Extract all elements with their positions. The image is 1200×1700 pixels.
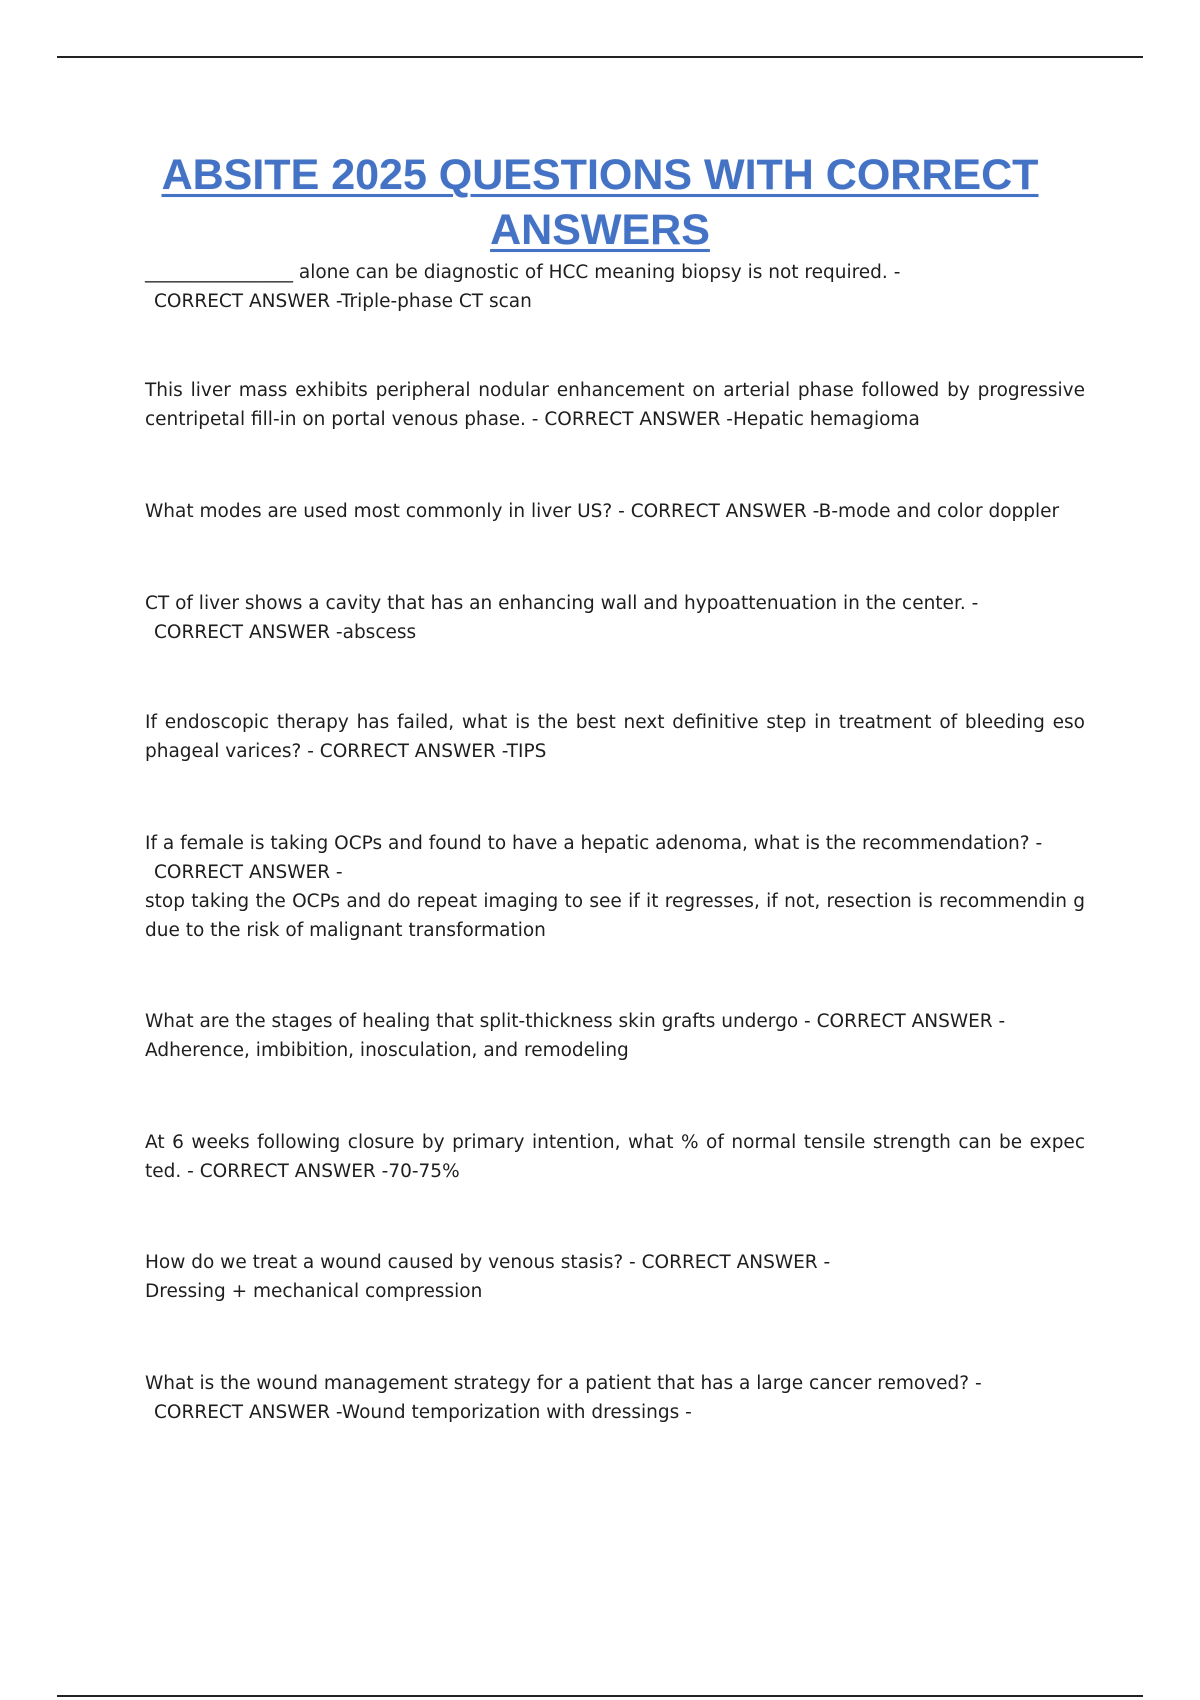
- answer-detail: Adherence, imbibition, inosculation, and remodeling: [145, 1040, 629, 1061]
- answer-text: CORRECT ANSWER -: [641, 1252, 831, 1273]
- answer-text: CORRECT ANSWER -Triple-phase CT scan: [154, 291, 532, 312]
- question-text: If endoscopic therapy has failed, what is the best next definitive step in treatment of bleeding eso phageal varices? -: [145, 712, 1085, 762]
- qa-item-3: [145, 497, 1085, 526]
- question-text: How do we treat a wound caused by venous stasis? -: [145, 1252, 636, 1273]
- answer-text: CORRECT ANSWER -abscess: [154, 622, 417, 643]
- answer-detail: stop taking the OCPs and do repeat imaging to see if it regresses, if not, resection is recommendin g due to the risk of malignant transformation: [145, 891, 1085, 941]
- answer-text: CORRECT ANSWER -TIPS: [319, 741, 547, 762]
- question-text: This liver mass exhibits peripheral nodular enhancement on arterial phase followed by progressive centripetal fill-in on portal venous phase. -: [145, 380, 1085, 430]
- answer-text: CORRECT ANSWER -: [816, 1011, 1006, 1032]
- question-text: ________________ alone can be diagnostic of HCC meaning biopsy is not required. -: [145, 262, 901, 283]
- answer-text: CORRECT ANSWER -Wound temporization with dressings -: [154, 1402, 692, 1423]
- qa-item-8: [145, 1128, 1085, 1186]
- question-text: CT of liver shows a cavity that has an enhancing wall and hypoattenuation in the center. -: [145, 593, 979, 614]
- answer-text: CORRECT ANSWER -Hepatic hemagioma: [544, 409, 920, 430]
- qa-item-6: [145, 829, 1085, 945]
- document-title: ABSITE 2025 QUESTIONS WITH CORRECT ANSWERS: [161, 151, 1039, 254]
- answer-text: CORRECT ANSWER -: [154, 862, 343, 883]
- qa-item-1: [145, 258, 1085, 316]
- qa-item-2: [145, 376, 1085, 434]
- bottom-rule: [57, 1695, 1143, 1697]
- question-text: What modes are used most commonly in liver US? -: [145, 501, 625, 522]
- qa-item-4: [145, 589, 1085, 647]
- question-text: What are the stages of healing that split-thickness skin grafts undergo -: [145, 1011, 811, 1032]
- qa-list: [145, 0, 1085, 1700]
- qa-item-5: [145, 708, 1085, 766]
- answer-text: CORRECT ANSWER -B-mode and color doppler: [630, 501, 1060, 522]
- qa-item-10: [145, 1369, 1085, 1427]
- answer-text: CORRECT ANSWER -70-75%: [199, 1161, 460, 1182]
- qa-item-9: [145, 1248, 1085, 1306]
- question-text: At 6 weeks following closure by primary intention, what % of normal tensile strength can be expec ted. -: [145, 1132, 1085, 1182]
- question-text: If a female is taking OCPs and found to have a hepatic adenoma, what is the recommendation? -: [145, 833, 1043, 854]
- question-text: What is the wound management strategy for a patient that has a large cancer removed? -: [145, 1373, 982, 1394]
- qa-item-7: [145, 1007, 1085, 1065]
- answer-detail: Dressing + mechanical compression: [145, 1281, 483, 1302]
